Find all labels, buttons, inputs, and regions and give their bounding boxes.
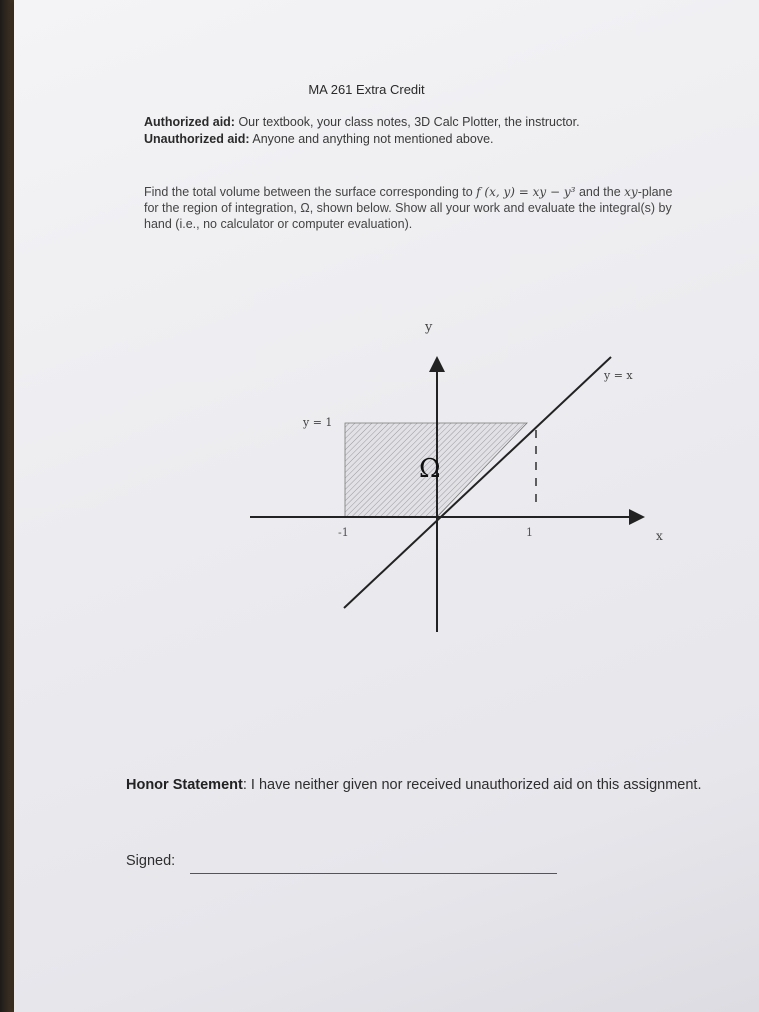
problem-text-3: -plane for the region of integration, Ω, shown below. Show all your work and evaluate the integral(s) by hand (i.e., no calculator or computer evaluation).: [144, 185, 673, 231]
honor-label: Honor Statement: [126, 777, 243, 793]
unauthorized-aid-label: Unauthorized aid:: [144, 132, 250, 146]
problem-formula: f (x, y) = xy − y³: [476, 185, 576, 199]
problem-xy: xy: [624, 185, 638, 199]
line-label: y = x: [604, 369, 633, 382]
problem-text-2: and the: [578, 185, 621, 199]
honor-statement: [126, 775, 706, 795]
signed-label: Signed:: [126, 853, 176, 869]
signature-line[interactable]: [190, 873, 557, 874]
problem-text-1: Find the total volume between the surface corresponding to: [144, 185, 473, 199]
honor-text: : I have neither given nor received unauthorized aid on this assignment.: [242, 777, 702, 793]
unauthorized-aid-text: Anyone and anything not mentioned above.: [252, 132, 494, 146]
tick-label-1: 1: [526, 526, 533, 539]
paper-sheet: [14, 0, 759, 1012]
tick-label-neg-1: -1: [338, 526, 349, 539]
document-title: MA 261 Extra Credit: [308, 82, 425, 97]
y-axis-label: y: [425, 320, 433, 335]
authorized-aid-text: Our textbook, your class notes, 3D Calc Plotter, the instructor.: [238, 115, 580, 129]
top-boundary-label: y = 1: [303, 416, 333, 429]
authorized-aid-label: Authorized aid:: [144, 115, 235, 129]
region-label: Ω: [419, 454, 441, 484]
x-axis-label: x: [656, 529, 663, 543]
